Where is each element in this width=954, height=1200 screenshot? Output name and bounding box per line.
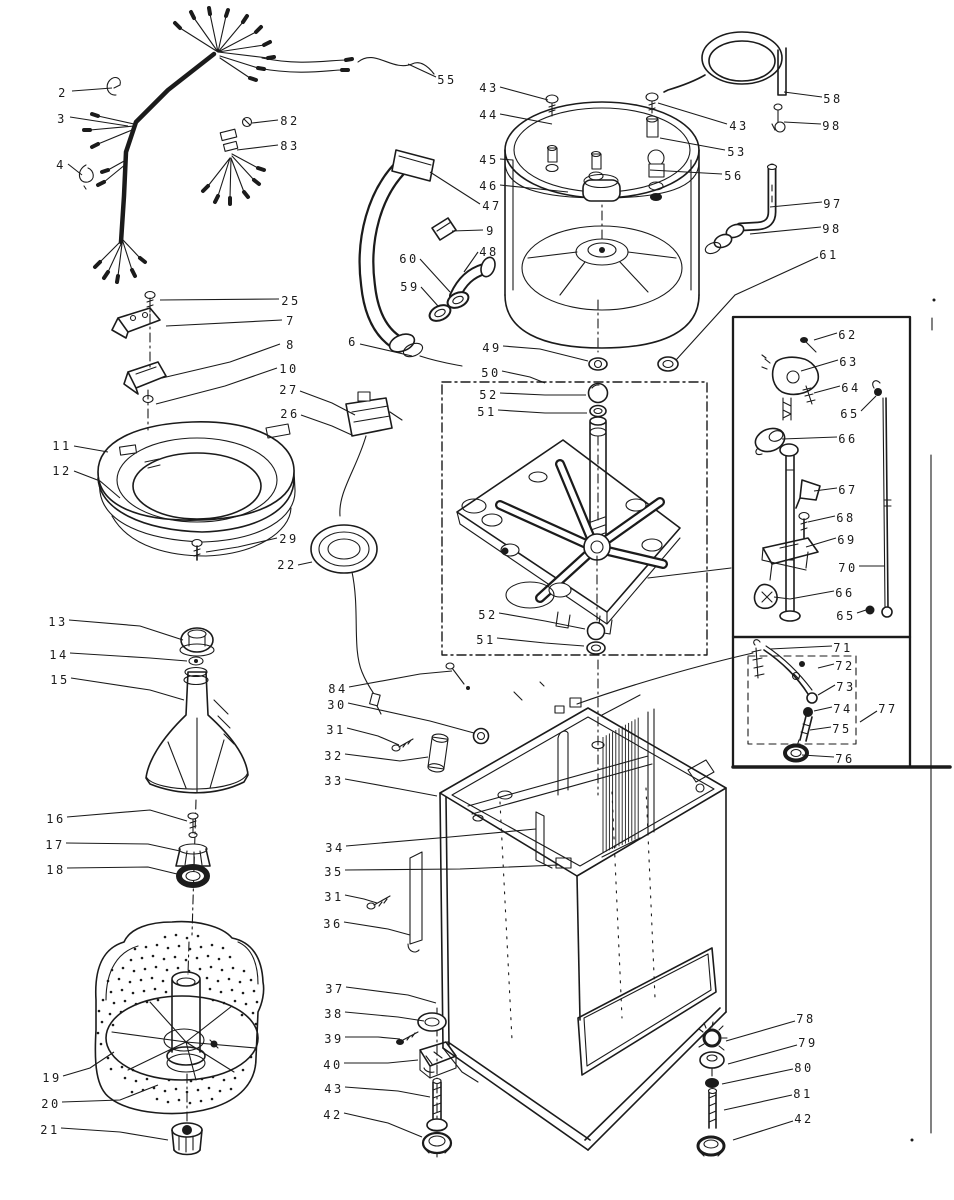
wiring-harness-drawing — [79, 8, 434, 282]
callout-55 — [408, 64, 457, 87]
part-number-label: 56 — [724, 169, 744, 183]
callout-21 — [40, 1123, 168, 1140]
part-number-label: 43 — [729, 119, 749, 133]
lever-67 — [796, 480, 820, 508]
part-number-label: 38 — [324, 1007, 344, 1021]
agitator-shaft — [590, 417, 606, 545]
part-number-label: 39 — [324, 1032, 344, 1046]
part-number-label: 49 — [482, 341, 502, 355]
callout-71 — [770, 641, 853, 655]
callout-16 — [46, 810, 187, 826]
callout-19 — [42, 1052, 114, 1085]
part-number-label: 31 — [326, 723, 346, 737]
callout-39 — [324, 1032, 400, 1046]
part-number-label: 55 — [437, 73, 457, 87]
part-number-label: 46 — [479, 179, 499, 193]
callout-31 — [324, 890, 377, 904]
page-edge-marks — [911, 299, 936, 1142]
part-number-label: 58 — [823, 92, 843, 106]
coupler-98-bottom — [704, 222, 746, 256]
callout-53 — [660, 138, 747, 159]
spin-basket-group — [95, 922, 263, 1155]
elbow-48 — [455, 255, 498, 296]
caster-bracket-40 — [420, 1042, 456, 1078]
callout-18 — [46, 863, 177, 877]
part-number-label: 67 — [838, 483, 858, 497]
screw-29 — [192, 540, 202, 561]
callout-63 — [801, 355, 859, 371]
callout-77 — [860, 702, 898, 722]
part-number-label: 69 — [837, 533, 857, 547]
part-number-label: 70 — [838, 561, 858, 575]
harness-bottom-fan — [95, 240, 145, 282]
part-number-label: 68 — [836, 511, 856, 525]
locknut-78 — [699, 1022, 727, 1050]
harness-right-wires — [258, 58, 352, 72]
link-75 — [800, 716, 812, 741]
part-number-label: 76 — [835, 752, 855, 766]
callout-73 — [818, 680, 856, 695]
callout-51 — [476, 633, 584, 647]
callout-82 — [252, 114, 300, 128]
part-number-label: 80 — [794, 1061, 814, 1075]
screw-part-82 — [243, 118, 252, 127]
drain-hose-group — [367, 150, 498, 366]
part-number-label: 3 — [57, 112, 67, 126]
part-number-label: 36 — [323, 917, 343, 931]
part-number-label: 48 — [479, 245, 499, 259]
part-number-label: 2 — [58, 86, 68, 100]
part-number-label: 9 — [486, 224, 496, 238]
spanner-nut-21 — [172, 1123, 202, 1155]
stem-17 — [176, 844, 210, 866]
callout-61 — [676, 248, 839, 360]
callout-76 — [802, 752, 855, 766]
back-panel-hatch — [603, 718, 638, 853]
coil-hose-58 — [664, 32, 786, 95]
part-number-label: 14 — [49, 648, 69, 662]
part-number-label: 40 — [323, 1058, 343, 1072]
callout-50 — [481, 366, 545, 383]
part-number-label: 98 — [822, 222, 842, 236]
cam-74 — [803, 707, 813, 717]
pipe-97 — [740, 165, 777, 228]
callout-4 — [56, 158, 82, 175]
brake-arm — [764, 646, 812, 694]
screw-31-lower — [367, 896, 390, 909]
callout-26 — [280, 407, 354, 436]
part-number-label: 16 — [46, 812, 66, 826]
part-number-label: 81 — [793, 1087, 813, 1101]
part-number-label: 26 — [280, 407, 300, 421]
part-number-label: 6 — [348, 335, 358, 349]
part-number-label: 62 — [838, 328, 858, 342]
part-number-label: 51 — [477, 405, 497, 419]
callout-72 — [818, 659, 855, 673]
part-number-label: 12 — [52, 464, 72, 478]
part-number-label: 33 — [324, 774, 344, 788]
suspension-rod-70 — [866, 381, 893, 617]
part-number-label: 78 — [796, 1012, 816, 1026]
part-number-label: 50 — [481, 366, 501, 380]
part-number-label: 59 — [400, 280, 420, 294]
foot-pad-42-rear — [698, 1137, 724, 1156]
part-number-label: 65 — [840, 407, 860, 421]
tub-stud-44 — [546, 146, 558, 172]
part-number-label: 45 — [479, 153, 499, 167]
callout-65 — [836, 608, 872, 623]
callout-68 — [808, 511, 856, 525]
clip-part-4 — [79, 165, 93, 189]
part-number-label: 35 — [324, 865, 344, 879]
part-number-label: 10 — [279, 362, 299, 376]
harness-top-fan — [175, 8, 274, 80]
part-number-label: 66 — [835, 586, 855, 600]
part-number-label: 21 — [40, 1123, 60, 1137]
callout-25 — [160, 294, 301, 308]
callout-37 — [325, 982, 436, 1003]
part-number-label: 7 — [286, 314, 296, 328]
spring-71 — [752, 640, 764, 678]
clutch-linkage-wire — [577, 653, 753, 704]
side-trim-36 — [408, 852, 422, 952]
callout-52 — [479, 388, 586, 402]
callout-81 — [724, 1087, 813, 1110]
callout-10 — [156, 362, 299, 404]
part-number-label: 4 — [56, 158, 66, 172]
callout-97 — [770, 197, 843, 211]
tub-cover-drawing — [98, 422, 295, 560]
callout-38 — [324, 1007, 424, 1021]
callout-58 — [784, 92, 843, 106]
part-number-label: 25 — [281, 294, 301, 308]
callout-42 — [733, 1112, 814, 1140]
hose-6 — [420, 356, 462, 366]
part-number-label: 98 — [822, 119, 842, 133]
callout-14 — [49, 648, 187, 662]
part-number-label: 31 — [324, 890, 344, 904]
part-number-label: 22 — [277, 558, 297, 572]
screw-68 — [799, 513, 809, 539]
callout-42 — [323, 1108, 422, 1137]
part-number-label: 52 — [479, 388, 499, 402]
part-number-label: 71 — [833, 641, 853, 655]
part-number-label: 75 — [832, 722, 852, 736]
nut-80 — [705, 1078, 719, 1088]
cover-plate — [457, 440, 680, 634]
part-number-label: 17 — [45, 838, 65, 852]
callout-43 — [479, 81, 548, 100]
leg-bolt-81 — [709, 1089, 717, 1129]
part-number-label: 37 — [325, 982, 345, 996]
callout-67 — [814, 483, 858, 497]
part-number-label: 20 — [41, 1097, 61, 1111]
part-number-label: 43 — [479, 81, 499, 95]
part-number-label: 8 — [286, 338, 296, 352]
callout-12 — [52, 464, 120, 498]
callout-43 — [658, 103, 749, 133]
callout-84 — [328, 671, 452, 696]
callout-45 — [479, 153, 513, 167]
hinge-group — [112, 292, 166, 431]
callout-8 — [162, 338, 299, 378]
part-number-label: 73 — [836, 680, 856, 694]
callout-59 — [400, 280, 438, 306]
part-number-label: 61 — [819, 248, 839, 262]
callout-70 — [838, 561, 885, 575]
cabinet-drawing — [367, 660, 726, 1150]
callout-22 — [277, 558, 312, 572]
callout-49 — [482, 341, 588, 361]
callout-2 — [58, 86, 112, 100]
callout-31 — [326, 723, 399, 745]
part-number-label: 53 — [727, 145, 747, 159]
hook-part-2 — [107, 78, 120, 96]
part-number-label: 29 — [279, 532, 299, 546]
foot-pad-42-front — [423, 1133, 451, 1157]
callout-13 — [48, 615, 183, 640]
callout-9 — [452, 224, 496, 238]
part-number-label: 32 — [324, 749, 344, 763]
part-number-label: 82 — [280, 114, 300, 128]
part-number-label: 30 — [327, 698, 347, 712]
part-number-label: 13 — [48, 615, 68, 629]
part-number-label: 66 — [838, 432, 858, 446]
pressure-hose-55 — [358, 58, 434, 74]
part-number-label: 72 — [835, 659, 855, 673]
callout-11 — [52, 439, 108, 453]
callout-15 — [50, 673, 184, 700]
connector-stack-83 — [203, 129, 264, 204]
clutch-shaft — [780, 444, 800, 621]
seal-18 — [179, 867, 207, 885]
part-number-label: 27 — [279, 383, 299, 397]
coupler-9 — [432, 218, 456, 240]
pressure-switch-group — [311, 392, 402, 714]
screw-62 — [800, 337, 816, 352]
callout-33 — [324, 774, 437, 796]
part-number-label: 47 — [482, 199, 502, 213]
callout-64 — [814, 381, 861, 395]
basket-perforations — [97, 934, 259, 1105]
part-number-label: 64 — [841, 381, 861, 395]
agitator-group — [146, 628, 248, 935]
part-number-label: 19 — [42, 1071, 62, 1085]
callout-7 — [166, 314, 296, 328]
callout-74 — [814, 702, 853, 716]
wing-66-lower — [755, 585, 778, 609]
part-number-label: 74 — [833, 702, 853, 716]
callout-79 — [728, 1036, 818, 1064]
part-number-label: 97 — [823, 197, 843, 211]
tub-screw-43 — [546, 95, 558, 116]
callout-83 — [237, 139, 300, 153]
part-number-label: 51 — [476, 633, 496, 647]
bracket-63 — [762, 355, 818, 420]
spring-64 — [803, 386, 815, 404]
fitting-98-top — [772, 104, 785, 132]
part-number-label: 77 — [878, 702, 898, 716]
nut-61 — [658, 357, 678, 371]
callout-32 — [324, 749, 428, 763]
tub-assembly-drawing — [505, 93, 699, 348]
part-number-label: 43 — [324, 1082, 344, 1096]
callout-20 — [41, 1085, 158, 1111]
pivot-73 — [807, 693, 817, 703]
part-number-label: 44 — [479, 108, 499, 122]
part-number-label: 11 — [52, 439, 72, 453]
callout-69 — [806, 533, 857, 547]
foot-76 — [785, 740, 807, 761]
callout-62 — [814, 328, 858, 342]
part-number-label: 34 — [325, 841, 345, 855]
part-number-label: 63 — [839, 355, 859, 369]
part-number-label: 15 — [50, 673, 70, 687]
callout-80 — [722, 1061, 814, 1084]
front-leg-group — [396, 1008, 456, 1157]
part-number-label: 42 — [794, 1112, 814, 1126]
callout-65 — [840, 396, 876, 421]
callout-75 — [810, 722, 852, 736]
callout-17 — [45, 838, 180, 852]
callout-51 — [477, 405, 587, 419]
part-number-label: 79 — [798, 1036, 818, 1050]
callout-40 — [323, 1058, 418, 1072]
washer-79 — [700, 1052, 724, 1076]
callout-44 — [479, 108, 552, 124]
callout-36 — [323, 917, 410, 935]
callout-98 — [784, 119, 842, 133]
stud-16 — [188, 813, 198, 838]
callout-30 — [327, 698, 474, 733]
callout-29 — [206, 532, 299, 552]
part-number-label: 52 — [478, 608, 498, 622]
bracket-69 — [762, 538, 818, 580]
callout-43 — [324, 1082, 430, 1097]
rear-leg-group — [698, 1022, 727, 1156]
part-number-label: 42 — [323, 1108, 343, 1122]
part-number-label: 84 — [328, 682, 348, 696]
part-number-label: 83 — [280, 139, 300, 153]
part-number-label: 65 — [836, 609, 856, 623]
part-number-label: 18 — [46, 863, 66, 877]
part-number-label: 60 — [399, 252, 419, 266]
